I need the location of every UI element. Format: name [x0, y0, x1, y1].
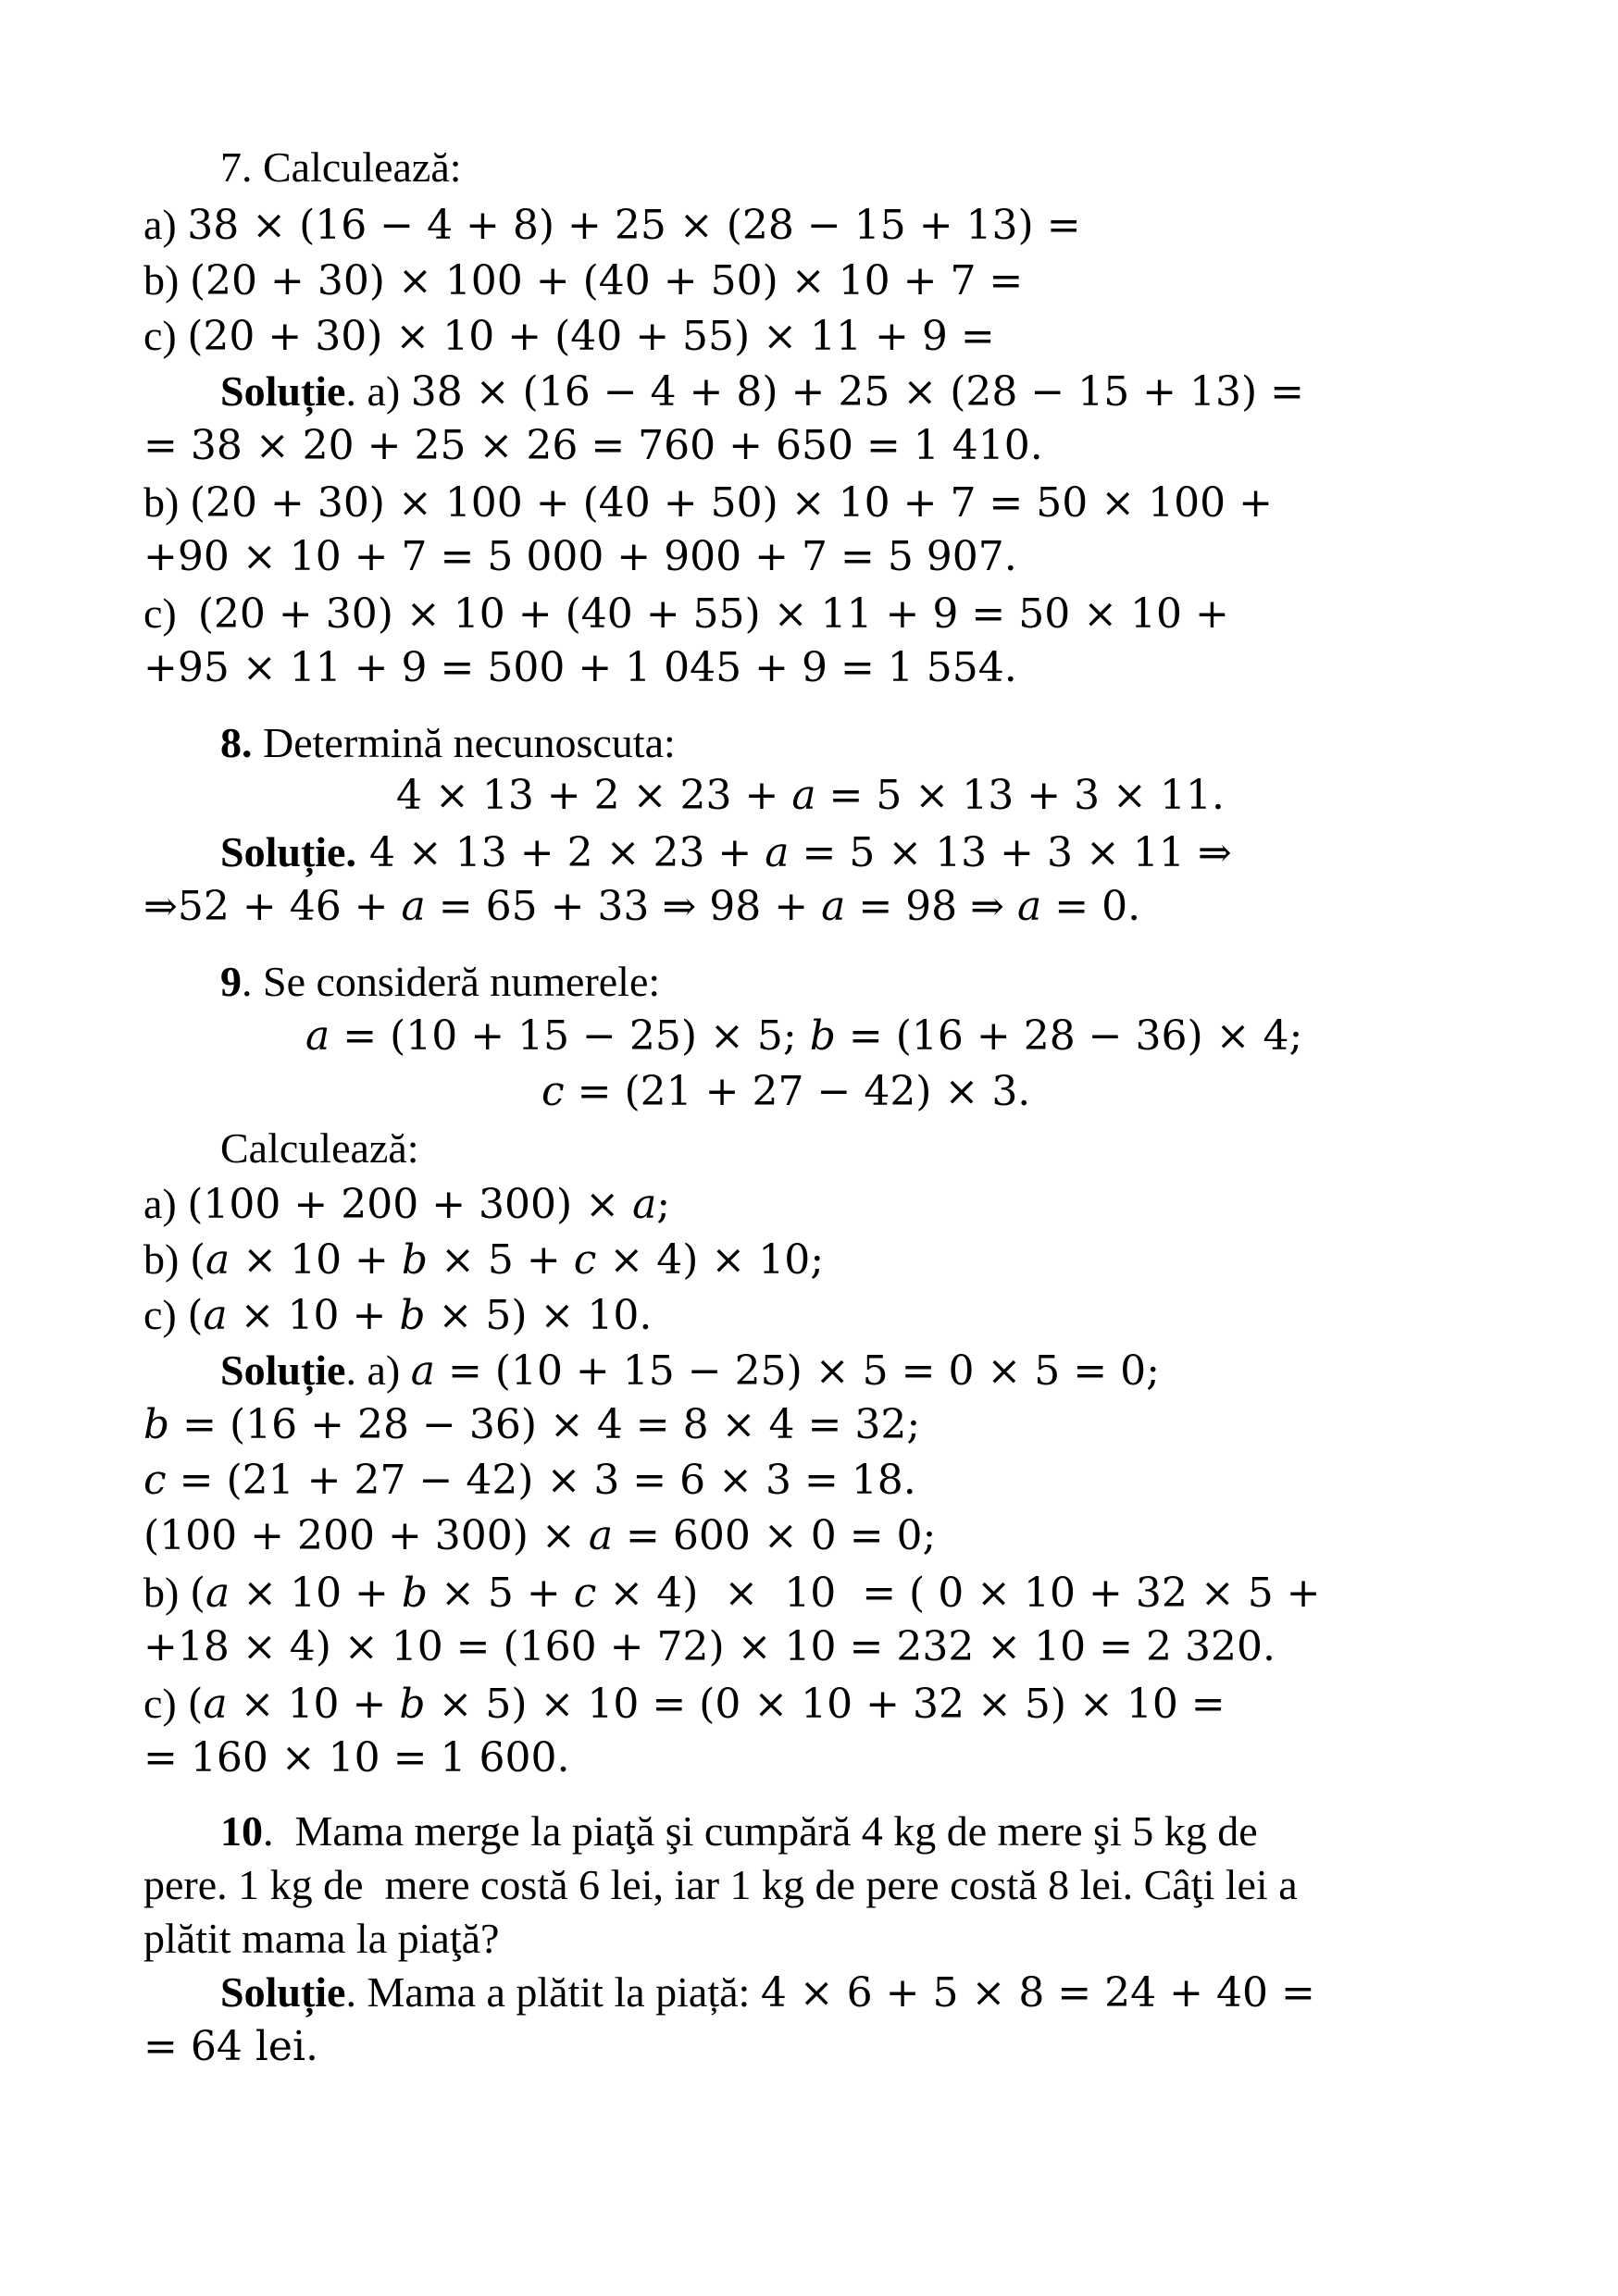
ex9-definition-ab: a = (10 + 15 − 25) × 5; b = (16 + 28 − 36) × 4; — [305, 1012, 1303, 1060]
ex9-definition-c: c = (21 + 27 − 42) × 3. — [541, 1068, 1031, 1115]
ex8-equation: 4 × 13 + 2 × 23 + a = 5 × 13 + 3 × 11. — [396, 772, 1225, 819]
ex7-solution-b: b) (20 + 30) × 100 + (40 + 50) × 10 + 7 = 50 × 100 + — [143, 478, 1273, 527]
ex9-solution-b-value: b = (16 + 28 − 36) × 4 = 8 × 4 = 32; — [143, 1401, 921, 1448]
ex9-calc-heading: Calculează: — [220, 1124, 419, 1172]
ex9-solution-a: Soluție. a) a = (10 + 15 − 25) × 5 = 0 × 5 = 0; — [220, 1347, 1160, 1395]
ex10-problem-line1: 10. Mama merge la piaţă şi cumpără 4 kg de mere şi 5 kg de — [220, 1807, 1258, 1855]
ex7-solution-c: c) (20 + 30) × 10 + (40 + 55) × 11 + 9 = 50 × 10 + — [143, 590, 1229, 638]
ex9-solution-b-cont: +18 × 4) × 10 = (160 + 72) × 10 = 232 × 10 = 2 320. — [143, 1623, 1276, 1670]
ex10-solution: Soluție. Mama a plătit la piață: 4 × 6 + 5 × 8 = 24 + 40 = — [220, 1968, 1315, 2017]
ex10-solution-cont: = 64 lei. — [143, 2023, 318, 2070]
ex7-solution-a: Soluție. a) 38 × (16 − 4 + 8) + 25 × (28 − 15 + 13) = — [220, 367, 1305, 416]
ex7-item-a: a) 38 × (16 − 4 + 8) + 25 × (28 − 15 + 13) = — [143, 201, 1081, 249]
ex8-title: 8. Determină necunoscuta: — [220, 719, 676, 766]
ex7-item-c: c) (20 + 30) × 10 + (40 + 55) × 11 + 9 = — [143, 312, 995, 360]
ex9-solution-product: (100 + 200 + 300) × a = 600 × 0 = 0; — [143, 1512, 937, 1559]
ex9-solution-c: c) (a × 10 + b × 5) × 10 = (0 × 10 + 32 × 5) × 10 = — [143, 1680, 1226, 1728]
ex10-problem-line2: pere. 1 kg de mere costă 6 lei, iar 1 kg de pere costă 8 lei. Câţi lei a — [143, 1861, 1298, 1908]
ex9-solution-c-value: c = (21 + 27 − 42) × 3 = 6 × 3 = 18. — [143, 1457, 916, 1504]
ex9-item-a: a) (100 + 200 + 300) × a; — [143, 1180, 671, 1228]
ex7-solution-b-cont: +90 × 10 + 7 = 5 000 + 900 + 7 = 5 907. — [143, 533, 1017, 580]
ex7-solution-c-cont: +95 × 11 + 9 = 500 + 1 045 + 9 = 1 554. — [143, 644, 1017, 691]
ex10-problem-line3: plătit mama la piaţă? — [143, 1915, 500, 1962]
ex7-item-b: b) (20 + 30) × 100 + (40 + 50) × 10 + 7 = — [143, 256, 1024, 304]
ex8-solution-cont: ⇒52 + 46 + a = 65 + 33 ⇒ 98 + a = 98 ⇒ a = 0. — [143, 883, 1141, 930]
ex9-item-b: b) (a × 10 + b × 5 + c × 4) × 10; — [143, 1235, 825, 1284]
ex9-solution-b: b) (a × 10 + b × 5 + c × 4) × 10 = ( 0 × 10 + 32 × 5 + — [143, 1569, 1321, 1617]
ex7-solution-a-cont: = 38 × 20 + 25 × 26 = 760 + 650 = 1 410. — [143, 422, 1043, 469]
ex9-solution-c-cont: = 160 × 10 = 1 600. — [143, 1734, 570, 1781]
ex9-item-c: c) (a × 10 + b × 5) × 10. — [143, 1291, 653, 1339]
ex8-solution: Soluție. 4 × 13 + 2 × 23 + a = 5 × 13 + 3 × 11 ⇒ — [220, 828, 1232, 876]
ex7-title: 7. Calculează: — [220, 143, 462, 191]
ex9-title: 9. Se consideră numerele: — [220, 958, 661, 1005]
